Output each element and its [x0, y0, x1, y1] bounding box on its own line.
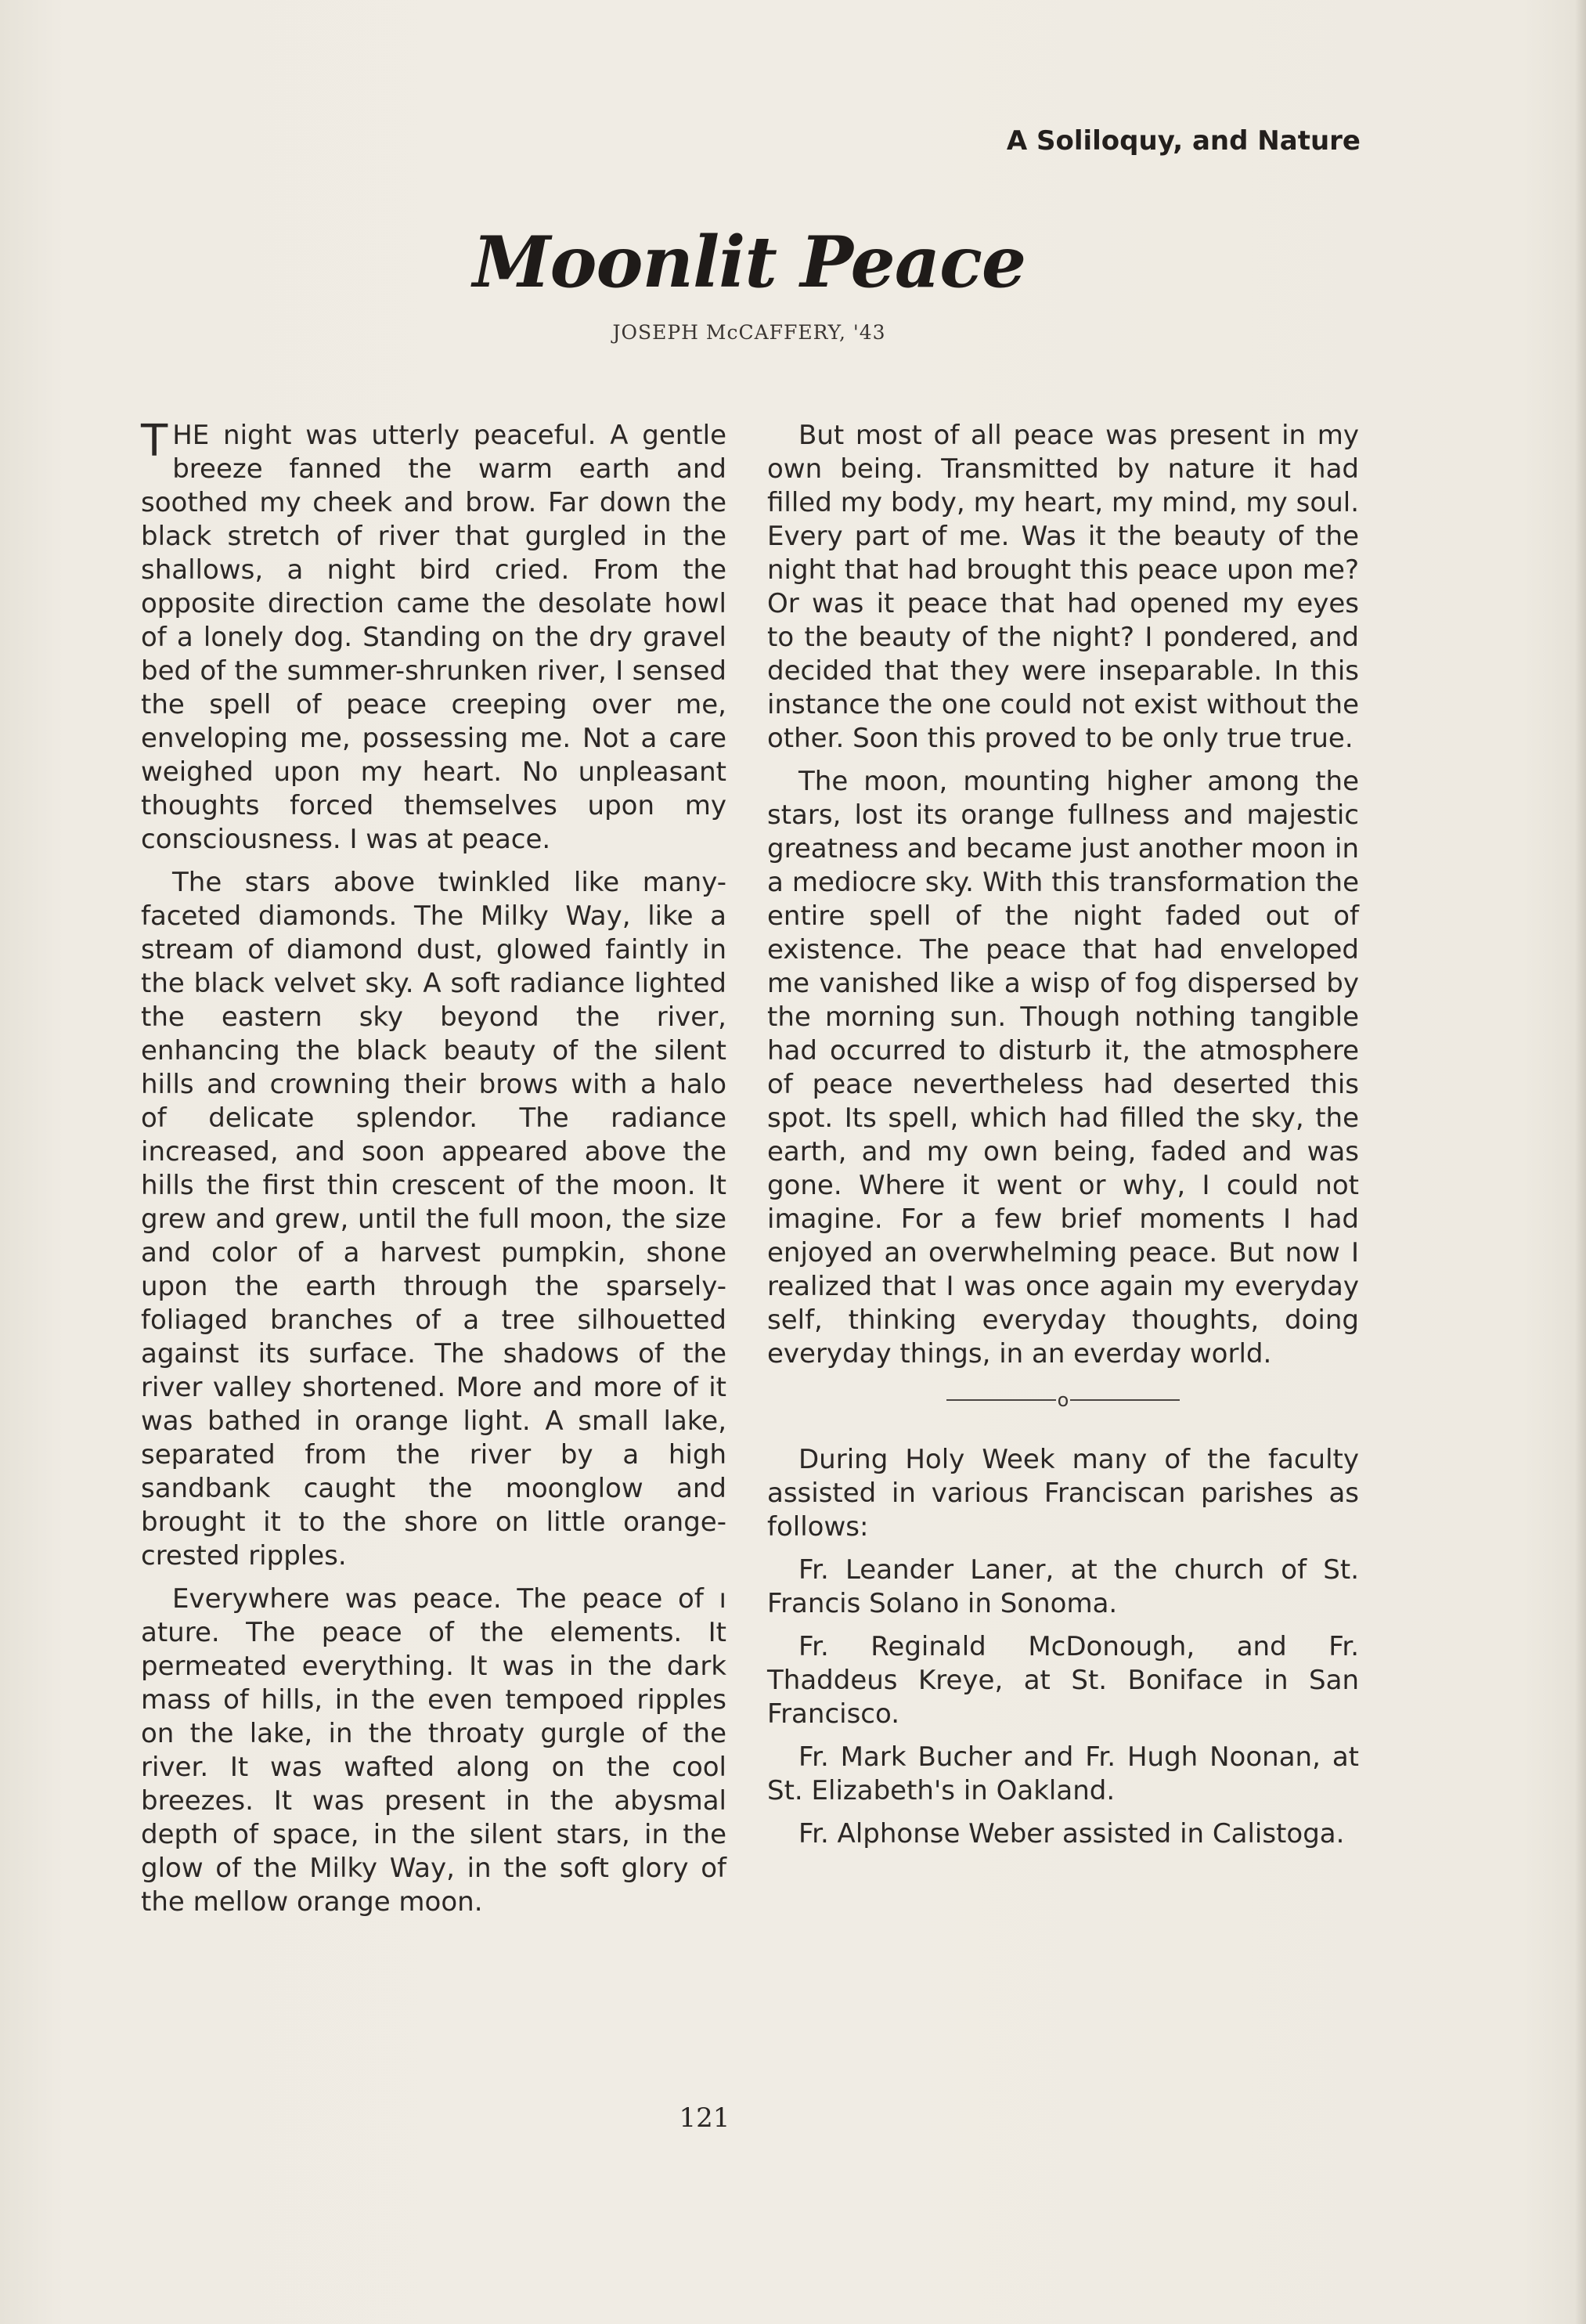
notice-item: Fr. Reginald McDonough, and Fr. Thaddeus Kreye, at St. Boniface in San Francisco.: [767, 1631, 1359, 1730]
paragraph-2: The stars above twinkled like many-faceted diamonds. The Milky Way, like a stream of diamond dust, glowed faintly in the black velvet sky. A soft radiance lighted the eastern sky beyond the river, enhancing the black beauty of the silent hills and crowning their brows with a halo of delicate splendor. The radiance increased, and soon appeared above the hills the first thin crescent of the moon. It grew and grew, until the full moon, the size and color of a harvest pumpkin, shone upon the earth through the sparsely-foliaged branches of a tree silhouetted against its surface. The shadows of the river valley shortened. More and more of it was bathed in orange light. A small lake, separated from the river by a high sandbank caught the moonglow and brought it to the shore on little orange-crested ripples.: [141, 867, 726, 1572]
divider-rule-left: [946, 1399, 1056, 1401]
paragraph-3: Everywhere was peace. The peace of ı ature. The peace of the elements. It permeated everything. It was in the dark mass of hills, in the even tempoed ripples on the lake, in the throaty gurgle of the river. It was wafted along on the cool breezes. It was present in the abysmal depth of space, in the silent stars, in the glow of the Milky Way, in the soft glory of the mellow orange moon.: [141, 1583, 726, 1918]
page-edge-shadow: [1575, 0, 1586, 2324]
right-column: [767, 419, 1359, 1860]
paragraph-1-text: HE night was utterly peaceful. A gentle breeze fanned the warm earth and soothed my cheek and brow. Far down the black stretch of river that gurgled in the shallows, a night bird cried. From the opposite direction came the desolate howl of a lonely dog. Standing on the dry gravel bed of the summer-shrunken river, I sensed the spell of peace creeping over me, enveloping me, possessing me. Not a care weighed upon my heart. No unpleasant thoughts forced themselves upon my consciousness. I was at peace.: [141, 420, 726, 855]
section-divider: [767, 1388, 1359, 1412]
article-title: Moonlit Peace: [472, 221, 1026, 304]
paragraph-4: But most of all peace was present in my own being. Transmitted by nature it had filled my body, my heart, my mind, my soul. Every part of me. Was it the beauty of the night that had brought this peace upon me? Or was it peace that had opened my eyes to the beauty of the night? I pondered, and decided that they were inseparable. In this instance the one could not exist without the other. Soon this proved to be only true true.: [767, 420, 1359, 754]
page-number: 121: [679, 2102, 730, 2134]
drop-cap: T: [141, 416, 168, 467]
notice-intro: During Holy Week many of the faculty assisted in various Franciscan parishes as follows:: [767, 1444, 1359, 1543]
paragraph-5: The moon, mounting higher among the stars, lost its orange fullness and majestic greatness and became just another moon in a mediocre sky. With this transformation the entire spell of the night faded out of existence. The peace that had enveloped me vanished like a wisp of fog dispersed by the morning sun. Though nothing tangible had occurred to disturb it, the atmosphere of peace nevertheless had deserted this spot. Its spell, which had filled the sky, the earth, and my own being, faded and was gone. Where it went or why, I could not imagine. For a few brief moments I had enjoyed an overwhelming peace. But now I realized that I was once again my everyday self, thinking everyday thoughts, doing everyday things, in an everday world.: [767, 766, 1359, 1370]
notice-item: Fr. Mark Bucher and Fr. Hugh Noonan, at St. Elizabeth's in Oakland.: [767, 1741, 1359, 1806]
section-title: A Soliloquy, and Nature: [1006, 125, 1361, 157]
divider-mark: o: [1057, 1389, 1069, 1411]
divider-rule-right: [1070, 1399, 1180, 1401]
notice-item: Fr. Leander Laner, at the church of St. Francis Solano in Sonoma.: [767, 1554, 1359, 1619]
left-column: [141, 416, 726, 1929]
notice-item: Fr. Alphonse Weber assisted in Calistoga.: [798, 1818, 1345, 1849]
paragraph-1: [141, 416, 726, 857]
article-byline: JOSEPH McCAFFERY, '43: [612, 321, 886, 344]
